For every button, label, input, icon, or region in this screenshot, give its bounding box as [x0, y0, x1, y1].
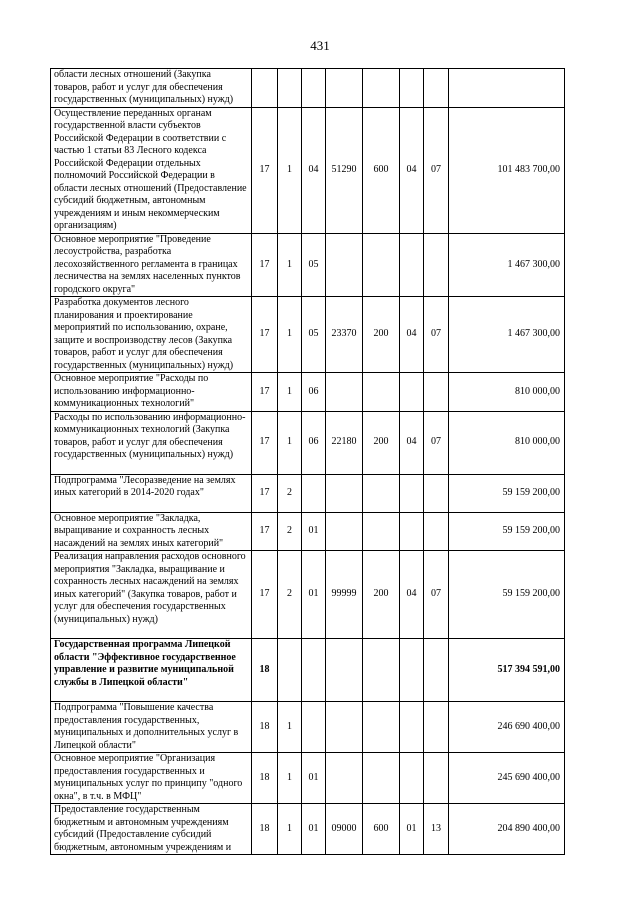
- table-row: [51, 474, 565, 512]
- cell-section: 04: [400, 411, 424, 474]
- cell-direction: 51290: [326, 107, 363, 233]
- cell-name: Основное мероприятие "Организация предоставления государственных и муниципальных услуг по принципу "одного окна", в т.ч. в МФЦ": [51, 753, 252, 804]
- cell-pp: 2: [278, 474, 302, 512]
- page-number: 431: [310, 38, 330, 53]
- cell-direction: [326, 753, 363, 804]
- cell-direction: 23370: [326, 297, 363, 373]
- cell-expense-type: [363, 512, 400, 551]
- cell-subsection: [424, 69, 449, 108]
- cell-amount: 517 394 591,00: [449, 639, 565, 702]
- cell-expense-type: [363, 702, 400, 753]
- cell-direction: [326, 69, 363, 108]
- cell-amount: 810 000,00: [449, 411, 565, 474]
- cell-subsection: [424, 639, 449, 702]
- cell-section: [400, 512, 424, 551]
- cell-om: [302, 702, 326, 753]
- cell-subsection: [424, 702, 449, 753]
- cell-expense-type: [363, 639, 400, 702]
- cell-gp: 17: [252, 107, 278, 233]
- cell-direction: [326, 233, 363, 297]
- cell-expense-type: [363, 233, 400, 297]
- cell-om: 06: [302, 411, 326, 474]
- cell-om: 01: [302, 512, 326, 551]
- cell-name: Основное мероприятие "Расходы по использованию информационно-коммуникационных технологий": [51, 373, 252, 412]
- table-row: [51, 702, 565, 753]
- cell-subsection: [424, 512, 449, 551]
- cell-section: [400, 233, 424, 297]
- cell-expense-type: 600: [363, 107, 400, 233]
- cell-om: [302, 474, 326, 512]
- table-row: [51, 512, 565, 551]
- cell-gp: 18: [252, 804, 278, 855]
- table-row: [51, 639, 565, 702]
- cell-section: [400, 69, 424, 108]
- cell-gp: 17: [252, 512, 278, 551]
- cell-pp: 2: [278, 512, 302, 551]
- cell-pp: 2: [278, 551, 302, 639]
- cell-gp: 17: [252, 297, 278, 373]
- cell-name: Расходы по использованию информационно-коммуникационных технологий (Закупка товаров, работ и услуг для обеспечения государственных (муниципальных) нужд): [51, 411, 252, 474]
- cell-gp: 17: [252, 474, 278, 512]
- cell-pp: 1: [278, 411, 302, 474]
- cell-name: Основное мероприятие "Закладка, выращивание и сохранность лесных насаждений на землях иных категорий": [51, 512, 252, 551]
- cell-expense-type: 200: [363, 297, 400, 373]
- cell-gp: 17: [252, 551, 278, 639]
- cell-amount: 59 159 200,00: [449, 512, 565, 551]
- cell-gp: [252, 69, 278, 108]
- cell-amount: 101 483 700,00: [449, 107, 565, 233]
- cell-amount: 1 467 300,00: [449, 297, 565, 373]
- cell-subsection: [424, 753, 449, 804]
- cell-direction: 09000: [326, 804, 363, 855]
- cell-expense-type: [363, 474, 400, 512]
- cell-gp: 18: [252, 639, 278, 702]
- cell-subsection: 07: [424, 297, 449, 373]
- cell-pp: [278, 639, 302, 702]
- cell-pp: 1: [278, 702, 302, 753]
- table-row: [51, 753, 565, 804]
- cell-pp: 1: [278, 753, 302, 804]
- cell-direction: [326, 702, 363, 753]
- cell-amount: 59 159 200,00: [449, 551, 565, 639]
- cell-pp: 1: [278, 804, 302, 855]
- cell-section: [400, 753, 424, 804]
- cell-amount: 245 690 400,00: [449, 753, 565, 804]
- cell-direction: [326, 512, 363, 551]
- table-row: [51, 804, 565, 855]
- cell-pp: [278, 69, 302, 108]
- cell-expense-type: [363, 373, 400, 412]
- cell-pp: 1: [278, 297, 302, 373]
- cell-om: 06: [302, 373, 326, 412]
- table-row: [51, 411, 565, 474]
- cell-direction: [326, 474, 363, 512]
- cell-name: Предоставление государственным бюджетным и автономным учреждениям субсидий (Предоставление субсидий бюджетным, автономным учреждениям и: [51, 804, 252, 855]
- cell-amount: 1 467 300,00: [449, 233, 565, 297]
- cell-section: 04: [400, 297, 424, 373]
- cell-amount: [449, 69, 565, 108]
- cell-section: [400, 474, 424, 512]
- table-row: [51, 373, 565, 412]
- cell-subsection: [424, 474, 449, 512]
- table-body: [51, 69, 565, 855]
- table-row: [51, 297, 565, 373]
- cell-om: [302, 69, 326, 108]
- cell-subsection: [424, 233, 449, 297]
- cell-section: 04: [400, 551, 424, 639]
- cell-subsection: 07: [424, 411, 449, 474]
- cell-name: Осуществление переданных органам государственной власти субъектов Российской Федерации в соответствии с частью 1 статьи 83 Лесного кодекса Российской Федерации отдельных полномочий Российской Федерации в области лесных отношений (Предоставление субсидий бюджетным, автономным учреждениям и иным некоммерческим организациям): [51, 107, 252, 233]
- cell-gp: 17: [252, 411, 278, 474]
- cell-subsection: 07: [424, 551, 449, 639]
- cell-name: Государственная программа Липецкой области "Эффективное государственное управление и развитие муниципальной службы в Липецкой области": [51, 639, 252, 702]
- cell-gp: 18: [252, 702, 278, 753]
- cell-pp: 1: [278, 373, 302, 412]
- cell-om: 01: [302, 753, 326, 804]
- cell-subsection: 07: [424, 107, 449, 233]
- cell-expense-type: 200: [363, 411, 400, 474]
- cell-om: [302, 639, 326, 702]
- cell-name: Подпрограмма "Повышение качества предоставления государственных, муниципальных и дополнительных услуг в Липецкой области": [51, 702, 252, 753]
- cell-gp: 17: [252, 233, 278, 297]
- cell-om: 01: [302, 804, 326, 855]
- cell-name: Подпрограмма "Лесоразведение на землях иных категорий в 2014-2020 годах": [51, 474, 252, 512]
- table-row: [51, 69, 565, 108]
- table-row: [51, 107, 565, 233]
- cell-subsection: 13: [424, 804, 449, 855]
- cell-amount: 810 000,00: [449, 373, 565, 412]
- cell-expense-type: [363, 753, 400, 804]
- table-row: [51, 233, 565, 297]
- cell-amount: 59 159 200,00: [449, 474, 565, 512]
- cell-om: 01: [302, 551, 326, 639]
- cell-section: 04: [400, 107, 424, 233]
- cell-direction: [326, 373, 363, 412]
- cell-section: 01: [400, 804, 424, 855]
- cell-direction: [326, 639, 363, 702]
- cell-gp: 18: [252, 753, 278, 804]
- cell-direction: 99999: [326, 551, 363, 639]
- cell-section: [400, 639, 424, 702]
- cell-expense-type: 600: [363, 804, 400, 855]
- cell-name: Разработка документов лесного планирования и проектирование мероприятий по использованию, охране, защите и воспроизводству лесов (Закупка товаров, работ и услуг для обеспечения государственных (муниципальных) нужд): [51, 297, 252, 373]
- cell-gp: 17: [252, 373, 278, 412]
- cell-section: [400, 373, 424, 412]
- cell-subsection: [424, 373, 449, 412]
- table-row: [51, 551, 565, 639]
- cell-pp: 1: [278, 107, 302, 233]
- cell-name: Основное мероприятие "Проведение лесоустройства, разработка лесохозяйственного регламента в границах лесничества на землях населенных пунктов городского округа": [51, 233, 252, 297]
- cell-om: 05: [302, 233, 326, 297]
- cell-amount: 246 690 400,00: [449, 702, 565, 753]
- cell-expense-type: 200: [363, 551, 400, 639]
- cell-om: 04: [302, 107, 326, 233]
- cell-direction: 22180: [326, 411, 363, 474]
- cell-om: 05: [302, 297, 326, 373]
- cell-section: [400, 702, 424, 753]
- budget-table: [50, 68, 565, 855]
- cell-expense-type: [363, 69, 400, 108]
- cell-name: Реализация направления расходов основного мероприятия "Закладка, выращивание и сохранность лесных насаждений на землях иных категорий" (Закупка товаров, работ и услуг для обеспечения государственных (муниципальных) нужд): [51, 551, 252, 639]
- cell-pp: 1: [278, 233, 302, 297]
- cell-name: области лесных отношений (Закупка товаров, работ и услуг для обеспечения государственных (муниципальных) нужд): [51, 69, 252, 108]
- cell-amount: 204 890 400,00: [449, 804, 565, 855]
